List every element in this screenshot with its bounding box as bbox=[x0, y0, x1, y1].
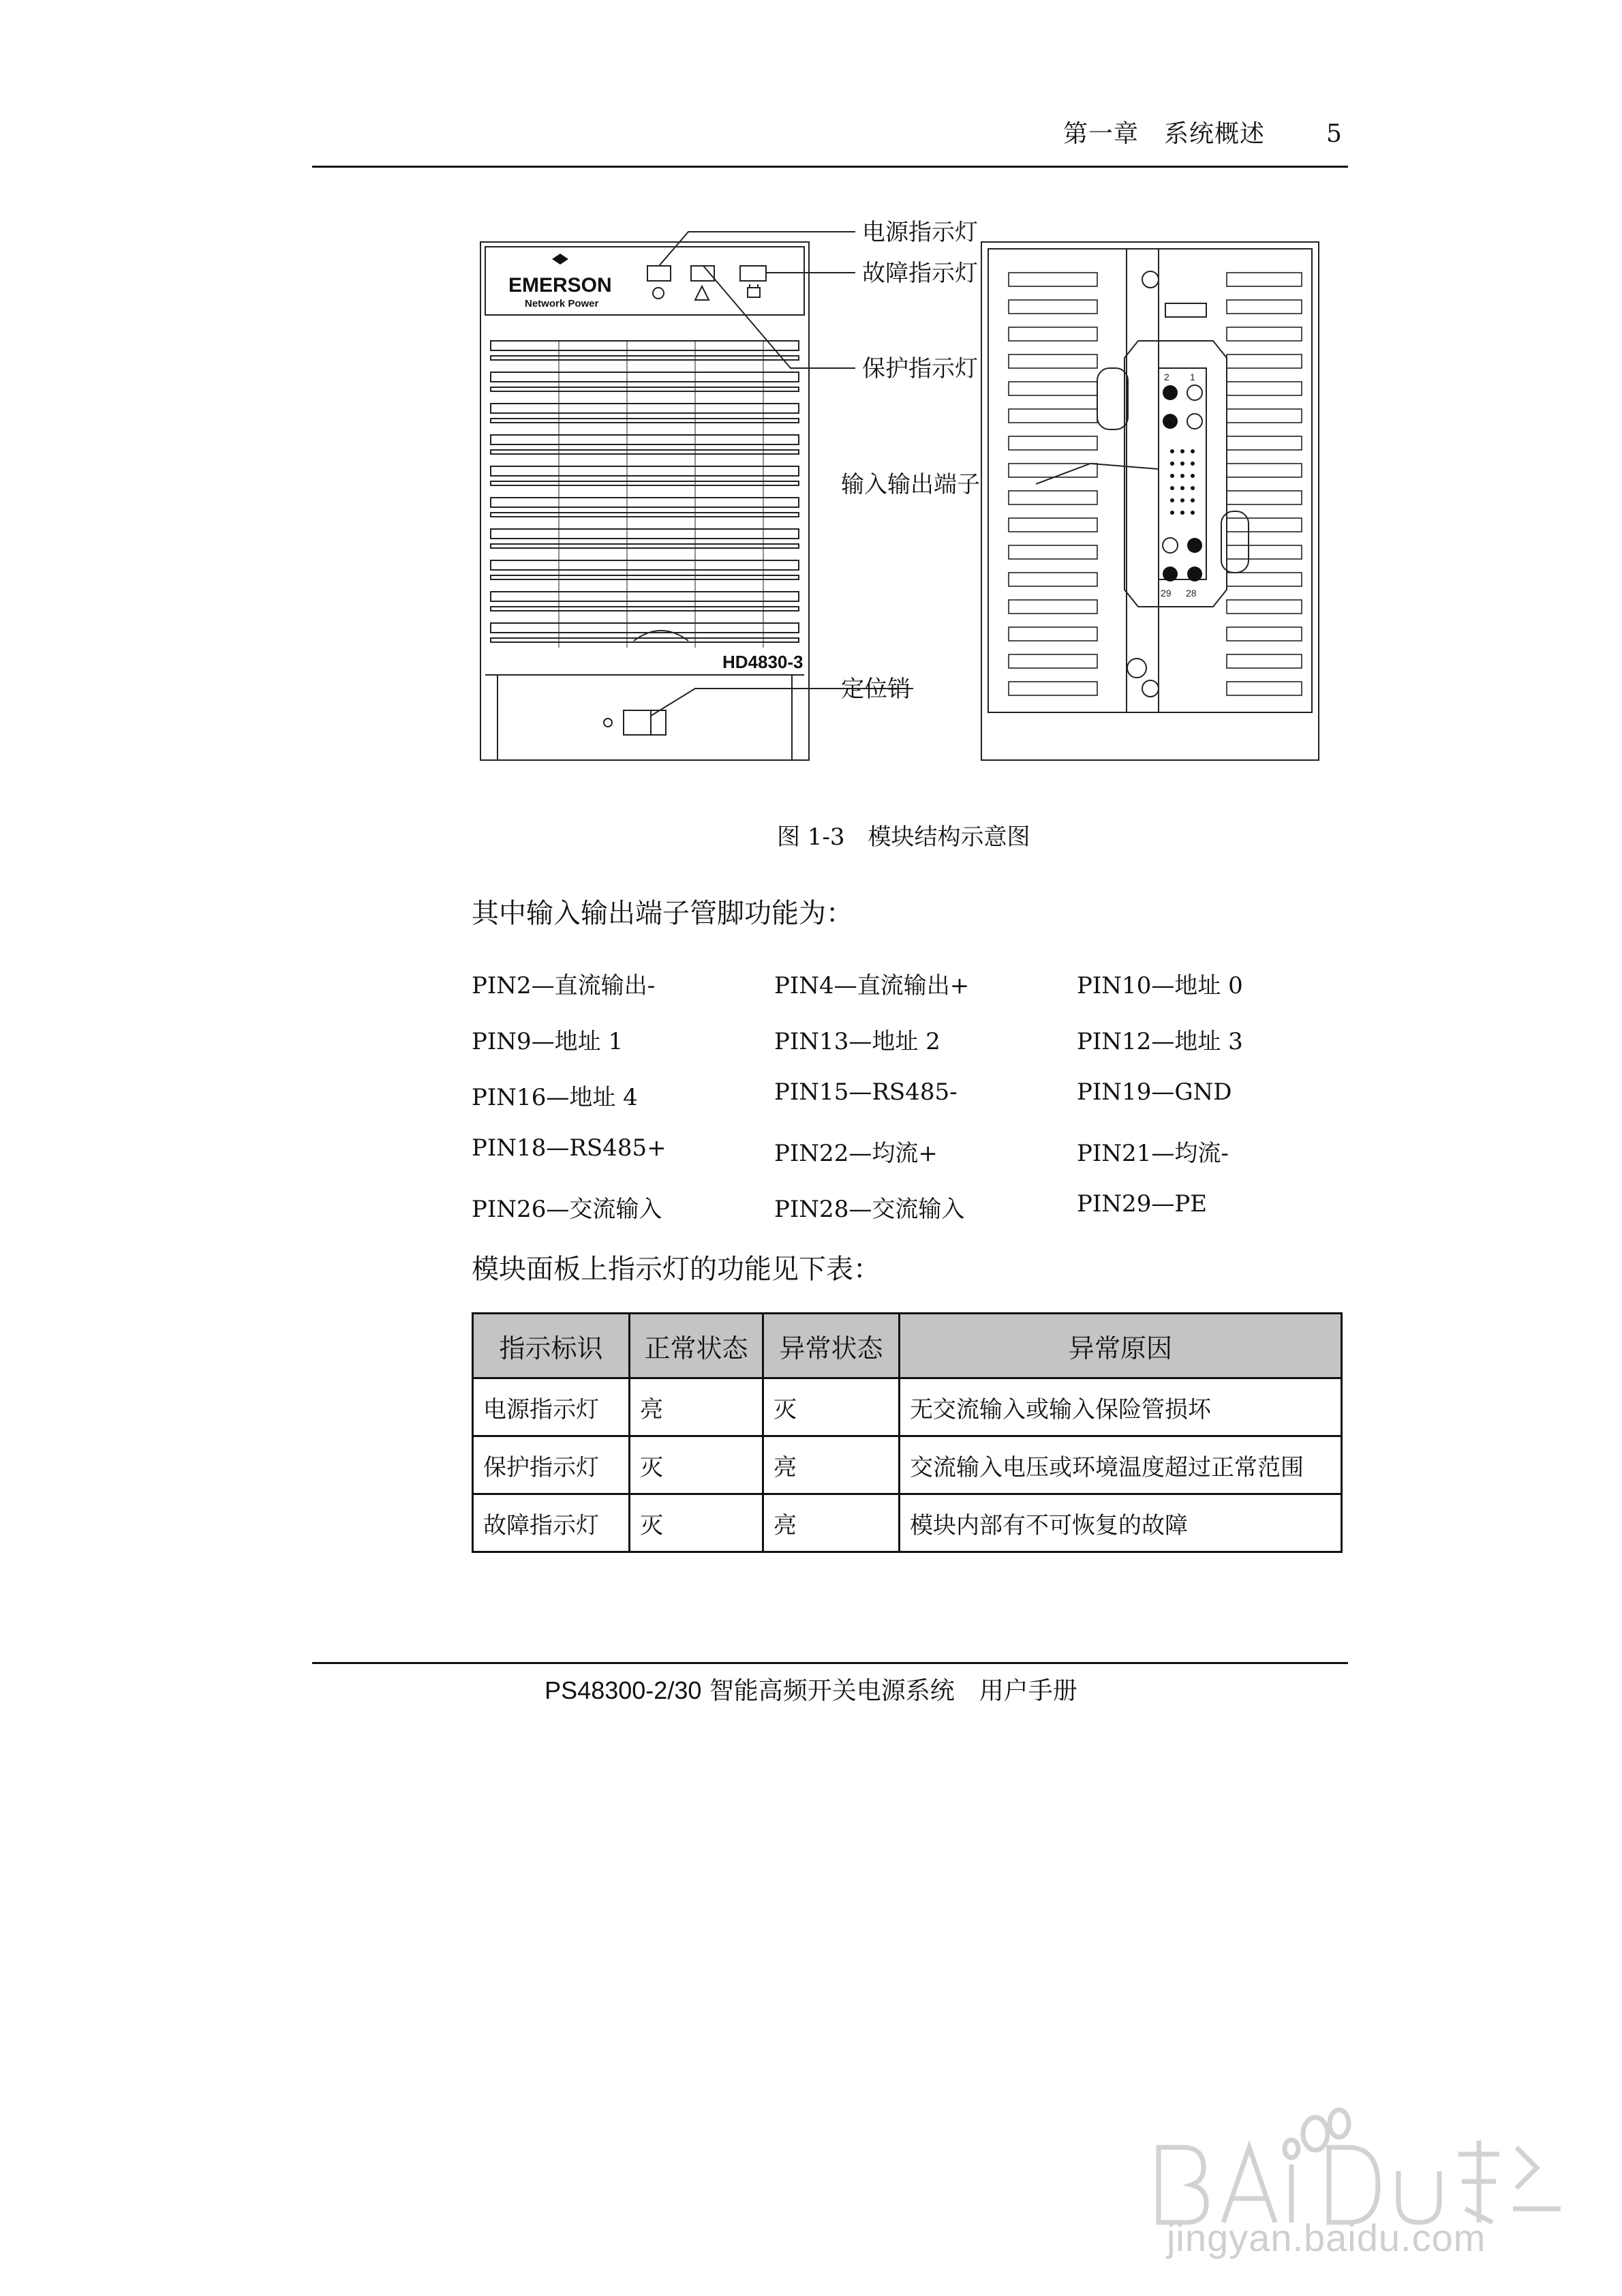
module-structure-figure bbox=[409, 198, 1343, 804]
pin-item: PIN16—地址 4 bbox=[472, 1084, 638, 1111]
pin1-label: 1 bbox=[1190, 372, 1195, 382]
callout-io-terminal: 输入输出端子 bbox=[841, 471, 980, 498]
pin-item: PIN18—RS485+ bbox=[472, 1134, 667, 1162]
table-row bbox=[473, 1494, 1342, 1552]
chapter-title: 第一章 系统概述 bbox=[1063, 120, 1266, 148]
pin29-label: 29 bbox=[1161, 588, 1172, 599]
column-header: 正常状态 bbox=[630, 1314, 763, 1378]
page-number: 5 bbox=[1326, 120, 1343, 148]
page-footer bbox=[0, 1672, 1622, 1706]
callout-fault-led: 故障指示灯 bbox=[862, 260, 978, 287]
brand-name: EMERSON bbox=[508, 274, 612, 297]
rear-panel bbox=[981, 242, 1319, 760]
figure-caption: 图 1-3 模块结构示意图 bbox=[777, 824, 1030, 851]
table-cell: 亮 bbox=[763, 1494, 900, 1552]
callout-protect-led: 保护指示灯 bbox=[862, 355, 978, 382]
footer-model: PS48300-2/30 bbox=[545, 1676, 702, 1704]
watermark-site: jingyan.baidu.com bbox=[1167, 2216, 1486, 2259]
indicator-table bbox=[472, 1312, 1343, 1553]
pin-item: PIN22—均流+ bbox=[774, 1140, 938, 1167]
pin-item: PIN13—地址 2 bbox=[774, 1028, 940, 1055]
pin-item: PIN12—地址 3 bbox=[1077, 1028, 1243, 1055]
table-intro-text: 模块面板上指示灯的功能见下表： bbox=[472, 1254, 881, 1285]
pin2-label: 2 bbox=[1164, 372, 1169, 382]
pin28-label: 28 bbox=[1186, 588, 1197, 599]
table-header-row bbox=[473, 1314, 1342, 1378]
pin-intro-text: 其中输入输出端子管脚功能为： bbox=[472, 898, 853, 929]
warning-icon bbox=[695, 286, 709, 300]
table-cell: 保护指示灯 bbox=[473, 1436, 630, 1494]
rear-vents bbox=[1009, 273, 1302, 695]
column-header: 异常原因 bbox=[900, 1314, 1342, 1378]
pin-item: PIN4—直流输出+ bbox=[774, 972, 970, 999]
table-cell: 灭 bbox=[630, 1494, 763, 1552]
pin-item: PIN28—交流输入 bbox=[774, 1196, 965, 1223]
fault-led-window bbox=[740, 266, 766, 281]
page-header bbox=[1063, 115, 1343, 149]
table-cell: 亮 bbox=[763, 1436, 900, 1494]
locating-pin bbox=[624, 710, 666, 735]
front-grille bbox=[491, 341, 799, 648]
power-icon bbox=[653, 288, 664, 299]
footer-title: 智能高频开关电源系统 用户手册 bbox=[701, 1677, 1077, 1705]
callout-locating-pin: 定位销 bbox=[841, 676, 911, 703]
table-row bbox=[473, 1378, 1342, 1436]
fault-icon bbox=[748, 284, 760, 297]
table-cell: 交流输入电压或环境温度超过正常范围 bbox=[900, 1436, 1342, 1494]
model-label: HD4830-3 bbox=[722, 652, 804, 672]
pin-item: PIN2—直流输出- bbox=[472, 972, 656, 999]
pin-item: PIN29—PE bbox=[1077, 1190, 1208, 1218]
front-panel bbox=[480, 242, 809, 760]
table-cell: 模块内部有不可恢复的故障 bbox=[900, 1494, 1342, 1552]
table-cell: 灭 bbox=[630, 1436, 763, 1494]
pin-item: PIN26—交流输入 bbox=[472, 1196, 662, 1223]
callout-power-led: 电源指示灯 bbox=[862, 219, 978, 246]
table-cell: 故障指示灯 bbox=[473, 1494, 630, 1552]
pin-item: PIN10—地址 0 bbox=[1077, 972, 1243, 999]
pin-item: PIN9—地址 1 bbox=[472, 1028, 624, 1055]
emerson-logo-icon bbox=[552, 254, 568, 265]
table-cell: 灭 bbox=[763, 1378, 900, 1436]
pin-item: PIN19—GND bbox=[1077, 1078, 1232, 1106]
table-row bbox=[473, 1436, 1342, 1494]
table-cell: 亮 bbox=[630, 1378, 763, 1436]
header-rule bbox=[312, 166, 1348, 168]
power-led-window bbox=[647, 266, 671, 281]
pin-item: PIN21—均流- bbox=[1077, 1140, 1229, 1167]
column-header: 指示标识 bbox=[473, 1314, 630, 1378]
brand-subline: Network Power bbox=[525, 298, 599, 309]
table-cell: 电源指示灯 bbox=[473, 1378, 630, 1436]
protect-led-window bbox=[691, 266, 714, 281]
connector-pins bbox=[1163, 385, 1202, 581]
table-cell: 无交流输入或输入保险管损坏 bbox=[900, 1378, 1342, 1436]
column-header: 异常状态 bbox=[763, 1314, 900, 1378]
pin-item: PIN15—RS485- bbox=[774, 1078, 958, 1106]
footer-rule bbox=[312, 1662, 1348, 1664]
